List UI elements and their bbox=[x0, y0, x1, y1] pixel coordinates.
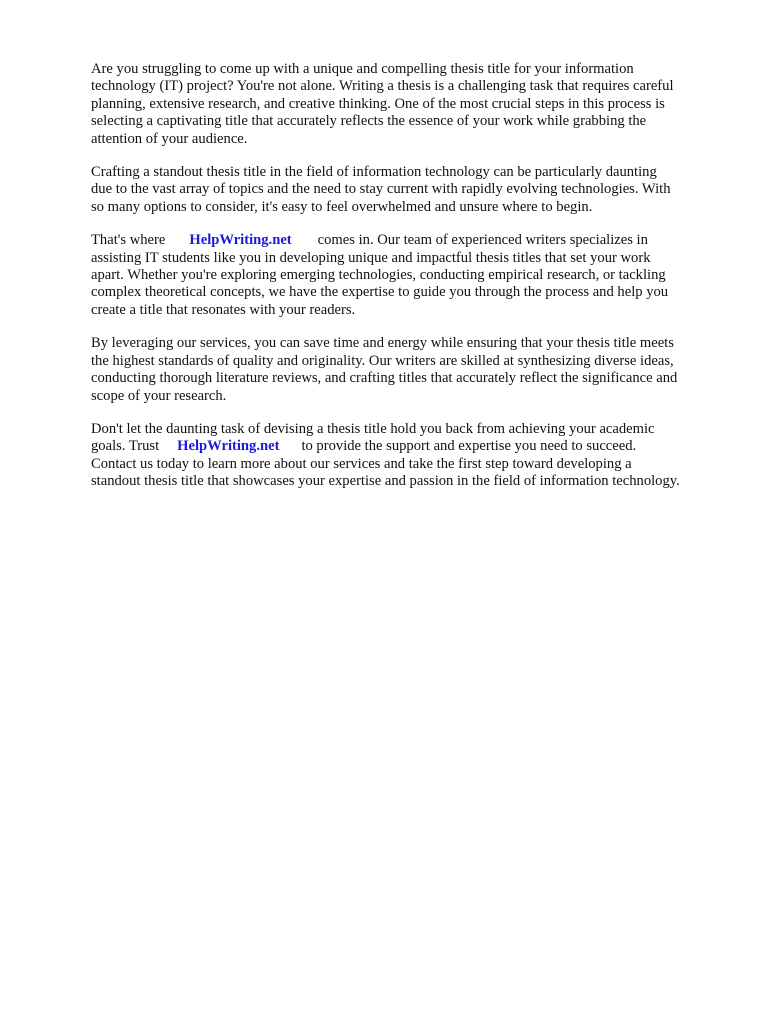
text-fragment: goals. Trust bbox=[91, 438, 160, 455]
paragraph-leveraging bbox=[91, 335, 727, 405]
text-fragment: to provide the support and expertise you need to succeed. bbox=[301, 438, 637, 455]
text-line: selecting a captivating title that accurately reflects the essence of your work while grabbing the bbox=[91, 113, 647, 130]
text-line: technology (IT) project? You're not alone. Writing a thesis is a challenging task that requires careful bbox=[91, 78, 674, 95]
helpwriting-link[interactable]: HelpWriting.net bbox=[189, 232, 292, 249]
paragraph-intro bbox=[91, 61, 727, 148]
text-line: assisting IT students like you in developing unique and impactful thesis titles that set your work bbox=[91, 249, 651, 266]
text-line: create a title that resonates with your readers. bbox=[91, 301, 356, 318]
text-fragment: comes in. Our team of experienced writers specializes in bbox=[317, 232, 648, 249]
text-line: so many options to consider, it's easy to feel overwhelmed and unsure where to begin. bbox=[91, 198, 593, 215]
helpwriting-link[interactable]: HelpWriting.net bbox=[177, 438, 280, 455]
text-line: By leveraging our services, you can save time and energy while ensuring that your thesis title meets bbox=[91, 335, 674, 352]
paragraph-closing bbox=[91, 421, 727, 491]
text-line: the highest standards of quality and originality. Our writers are skilled at synthesizing diverse ideas, bbox=[91, 352, 674, 369]
text-line-with-link bbox=[91, 232, 727, 249]
text-line: planning, extensive research, and creative thinking. One of the most crucial steps in this process is bbox=[91, 95, 665, 112]
text-line: scope of your research. bbox=[91, 387, 227, 404]
text-line: Don't let the daunting task of devising a thesis title hold you back from achieving your academic bbox=[91, 420, 655, 437]
text-line: due to the vast array of topics and the need to stay current with rapidly evolving technologies. With bbox=[91, 181, 671, 198]
paragraph-service bbox=[91, 232, 727, 319]
text-line-with-link bbox=[91, 438, 727, 455]
text-line: attention of your audience. bbox=[91, 130, 248, 147]
text-line: standout thesis title that showcases your expertise and passion in the field of information technology. bbox=[91, 473, 680, 490]
text-line: Contact us today to learn more about our services and take the first step toward developing a bbox=[91, 455, 632, 472]
paragraph-crafting bbox=[91, 164, 727, 216]
text-line: complex theoretical concepts, we have the expertise to guide you through the process and help you bbox=[91, 284, 669, 301]
text-line: apart. Whether you're exploring emerging technologies, conducting empirical research, or tackling bbox=[91, 267, 666, 284]
text-line: Crafting a standout thesis title in the field of information technology can be particularly daunting bbox=[91, 164, 657, 181]
text-line: conducting thorough literature reviews, and crafting titles that accurately reflect the significance and bbox=[91, 370, 678, 387]
text-fragment: That's where bbox=[91, 232, 166, 249]
document-body bbox=[91, 61, 727, 507]
text-line: Are you struggling to come up with a unique and compelling thesis title for your information bbox=[91, 61, 634, 77]
